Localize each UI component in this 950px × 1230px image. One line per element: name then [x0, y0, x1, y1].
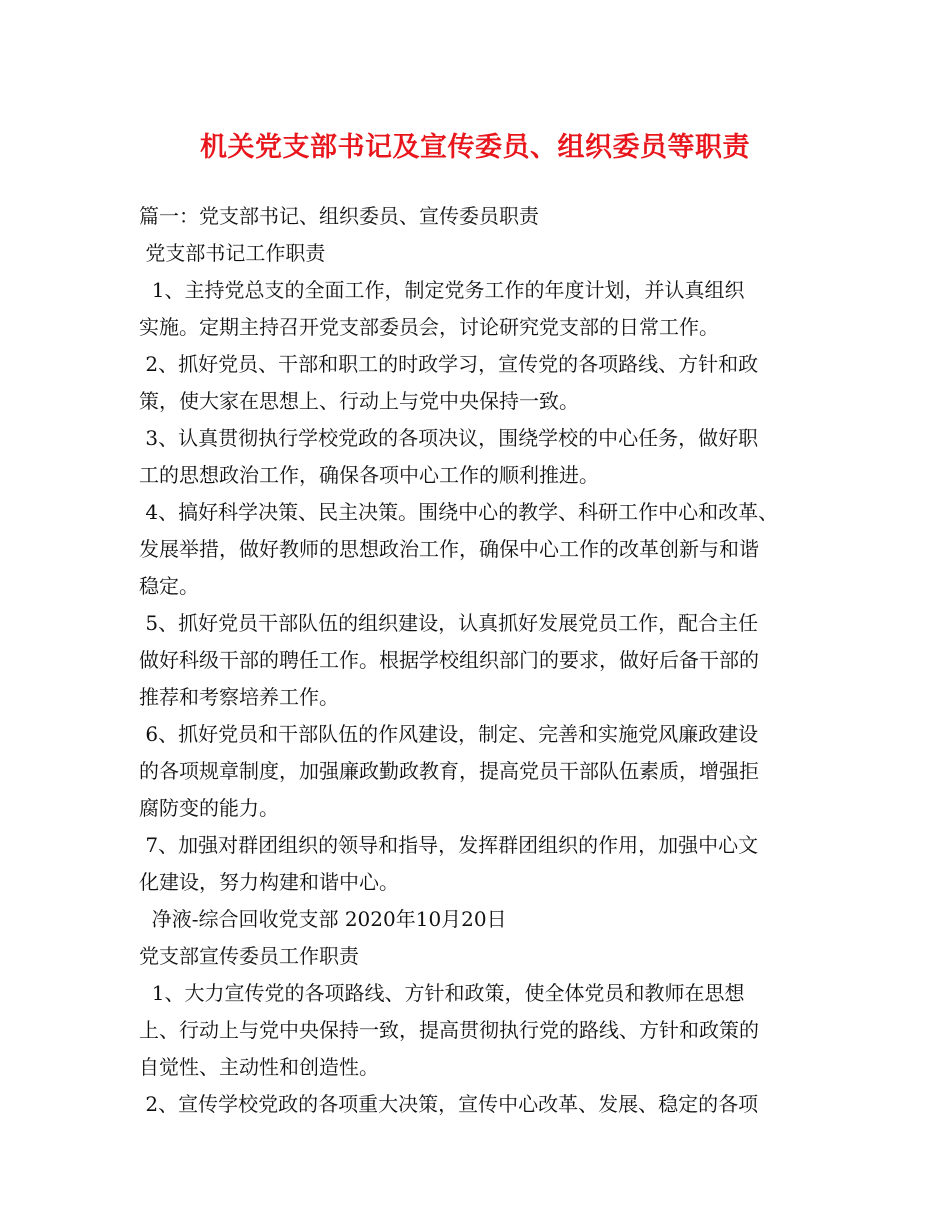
text-line: 4、搞好科学决策、民主决策。围绕中心的教学、科研工作中心和改革、 [139, 500, 779, 524]
text-line: 3、认真贯彻执行学校党政的各项决议，围绕学校的中心任务，做好职 [139, 426, 759, 450]
text-line: 1、大力宣传党的各项路线、方针和政策，使全体党员和教师在思想 [139, 981, 745, 1005]
document-title: 机关党支部书记及宣传委员、组织委员等职责 [200, 132, 750, 163]
text-line: 工的思想政治工作，确保各项中心工作的顺利推进。 [139, 463, 599, 487]
text-line: 2、抓好党员、干部和职工的时政学习，宣传党的各项路线、方针和政 [139, 352, 759, 376]
document-body [139, 198, 819, 1123]
text-line: 2、宣传学校党政的各项重大决策，宣传中心改革、发展、稳定的各项 [139, 1092, 759, 1116]
text-line: 稳定。 [139, 574, 199, 598]
text-line: 6、抓好党员和干部队伍的作风建设，制定、完善和实施党风廉政建设 [139, 722, 759, 746]
text-line: 实施。定期主持召开党支部委员会，讨论研究党支部的日常工作。 [139, 315, 719, 339]
text-line: 上、行动上与党中央保持一致，提高贯彻执行党的路线、方针和政策的 [139, 1018, 759, 1042]
text-line: 发展举措，做好教师的思想政治工作，确保中心工作的改革创新与和谐 [139, 537, 759, 561]
section-heading: 党支部宣传委员工作职责 [139, 944, 359, 968]
text-line: 党支部书记工作职责 [139, 241, 326, 265]
text-line: 腐防变的能力。 [139, 796, 279, 820]
text-line: 自觉性、主动性和创造性。 [139, 1055, 379, 1079]
text-line: 7、加强对群团组织的领导和指导，发挥群团组织的作用，加强中心文 [139, 833, 759, 857]
text-line: 的各项规章制度，加强廉政勤政教育，提高党员干部队伍素质，增强拒 [139, 759, 759, 783]
text-line: 篇一：党支部书记、组织委员、宣传委员职责 [139, 204, 539, 228]
text-line: 1、主持党总支的全面工作，制定党务工作的年度计划，并认真组织 [139, 278, 745, 302]
text-line: 推荐和考察培养工作。 [139, 685, 339, 709]
text-line: 化建设，努力构建和谐中心。 [139, 870, 399, 894]
text-line: 5、抓好党员干部队伍的组织建设，认真抓好发展党员工作，配合主任 [139, 611, 759, 635]
text-line: 做好科级干部的聘任工作。根据学校组织部门的要求，做好后备干部的 [139, 648, 759, 672]
signature-line: 净液-综合回收党支部 2020年10月20日 [139, 907, 507, 931]
text-line: 策，使大家在思想上、行动上与党中央保持一致。 [139, 389, 579, 413]
